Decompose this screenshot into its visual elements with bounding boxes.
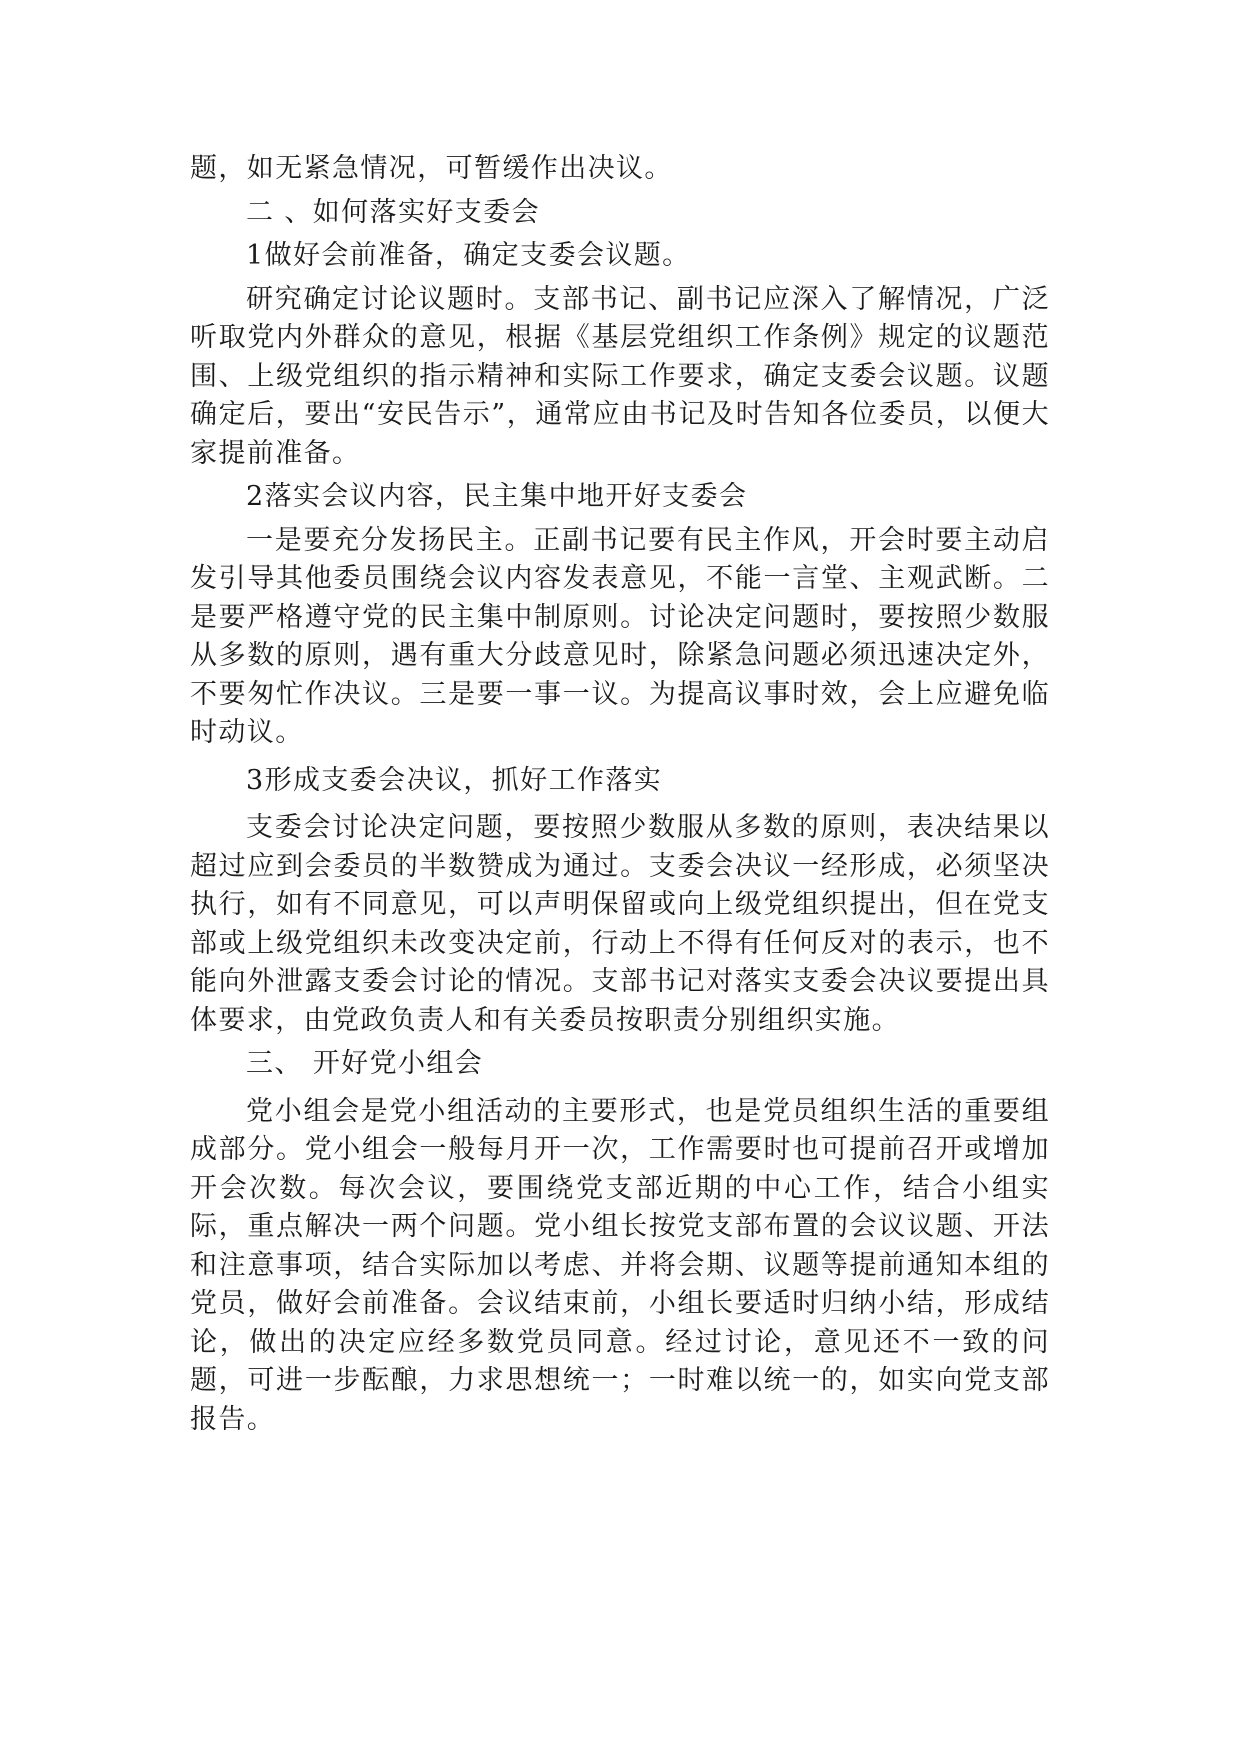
subheading-1: 1做好会前准备，确定支委会议题。 bbox=[246, 240, 691, 271]
paragraph-resolution: 支委会讨论决定问题，要按照少数服从多数的原则，表决结果以超过应到会委员的半数赞成为通过。支委会决议一经形成，必须坚决执行，如有不同意见，可以声明保留或向上级党组织提出，但在党支部或上级党组织未改变决定前，行动上不得有任何反对的表示，也不能向外泄露支委会讨论的情况。支部书记对落实支委会决议要提出具体要求，由党政负责人和有关委员按职责分别组织实施。 bbox=[190, 812, 1050, 1036]
section-heading-3: 三、 开好党小组会 bbox=[246, 1048, 484, 1079]
section-heading-2: 二 、如何落实好支委会 bbox=[246, 196, 540, 228]
paragraph-topic-preparation: 研究确定讨论议题时。支部书记、副书记应深入了解情况，广泛听取党内外群众的意见，根据《基层党组织工作条例》规定的议题范围、上级党组织的指示精神和实际工作要求，确定支委会议题。议题确定后，要出“安民告示”，通常应由书记及时告知各位委员，以便大家提前准备。 bbox=[190, 283, 1050, 469]
paragraph-group-meeting: 党小组会是党小组活动的主要形式，也是党员组织生活的重要组成部分。党小组会一般每月开一次，工作需要时也可提前召开或增加开会次数。每次会议，要围绕党支部近期的中心工作，结合小组实际，重点解决一两个问题。党小组长按党支部布置的会议议题、开法和注意事项，结合实际加以考虑、并将会期、议题等提前通知本组的党员，做好会前准备。会议结束前，小组长要适时归纳小结，形成结论，做出的决定应经多数党员同意。经过讨论，意见还不一致的问题，可进一步酝酿，力求思想统一；一时难以统一的，如实向党支部报告。 bbox=[190, 1095, 1050, 1435]
subheading-2: 2落实会议内容，民主集中地开好支委会 bbox=[246, 481, 748, 512]
subheading-3: 3形成支委会决议，抓好工作落实 bbox=[246, 764, 663, 796]
paragraph-continuation: 题，如无紧急情况，可暂缓作出决议。 bbox=[190, 153, 673, 184]
document-body bbox=[190, 150, 1050, 1439]
paragraph-democracy: 一是要充分发扬民主。正副书记要有民主作风，开会时要主动启发引导其他委员围绕会议内容发表意见，不能一言堂、主观武断。二是要严格遵守党的民主集中制原则。讨论决定问题时，要按照少数服从多数的原则，遇有重大分歧意见时，除紧急问题必须迅速决定外，不要匆忙作决议。三是要一事一议。为提高议事时效，会上应避免临时动议。 bbox=[190, 524, 1050, 748]
